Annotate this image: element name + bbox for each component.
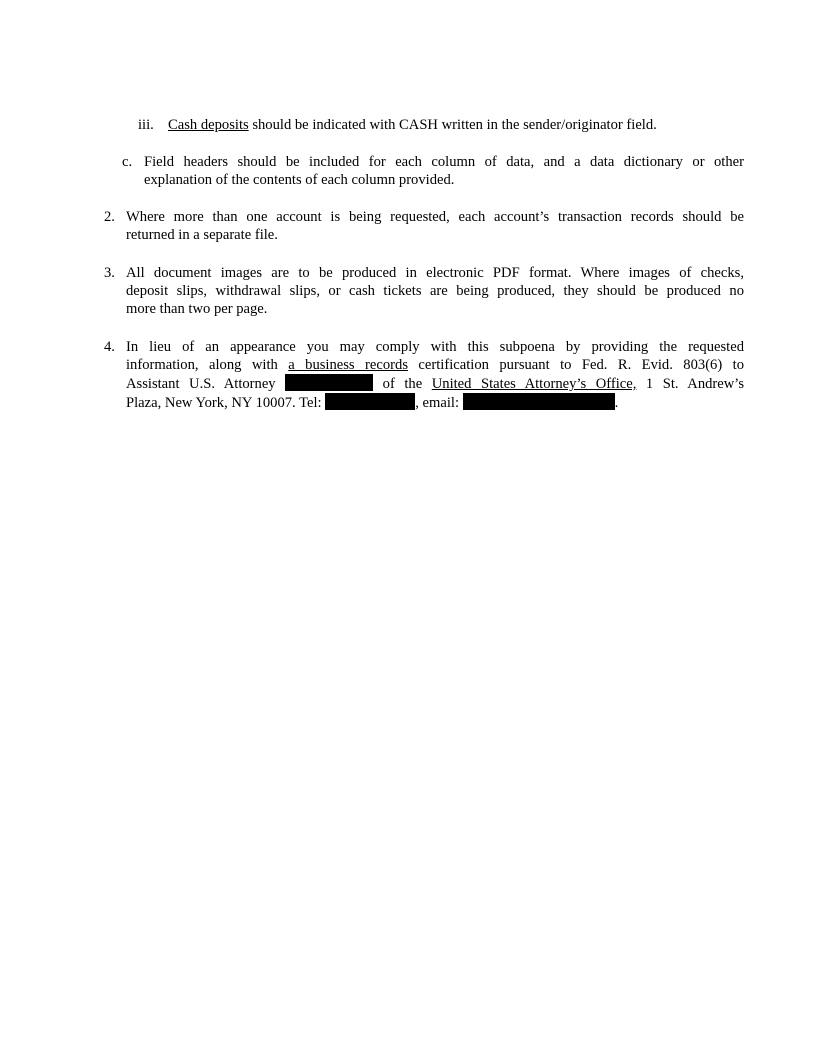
item-3-line-3: more than two per page. xyxy=(126,301,268,317)
item-4-line-2-a: information, along with xyxy=(126,357,289,373)
item-4-line-4-c: . xyxy=(614,395,619,411)
item-4-line-4 xyxy=(126,393,744,412)
item-4-line-3 xyxy=(126,374,744,393)
item-4-line-2-c: certification pursuant to Fed. R. Evid. 803(6) to xyxy=(408,357,744,373)
cash-deposits-underlined: Cash deposits xyxy=(168,117,249,133)
business-records-underlined: a business records xyxy=(288,357,408,373)
item-4-line-3-a: Assistant U.S. Attorney xyxy=(126,376,286,392)
redaction-telephone xyxy=(325,393,415,410)
item-3-text xyxy=(126,264,744,318)
item-4-text xyxy=(126,338,744,412)
item-4-line-4-a: Plaza, New York, NY 10007. Tel: xyxy=(126,395,326,411)
item-3-marker: 3. xyxy=(104,265,115,281)
item-2-line-2: returned in a separate file. xyxy=(126,227,278,243)
item-2-line-1: Where more than one account is being requested, each account’s transaction records should be xyxy=(126,209,744,225)
item-c-line-2: explanation of the contents of each column provided. xyxy=(144,172,455,188)
item-2-marker: 2. xyxy=(104,209,115,225)
item-4-line-4-b: , email: xyxy=(415,395,463,411)
item-iii-marker: iii. xyxy=(138,117,154,133)
usao-underlined: United States Attorney’s Office, xyxy=(431,376,637,392)
item-4-line-2 xyxy=(126,356,744,374)
item-4-line-3-b: of the xyxy=(373,376,432,392)
item-c-text xyxy=(144,153,744,189)
redaction-attorney-name xyxy=(285,374,373,391)
item-iii-rest: should be indicated with CASH written in the sender/originator field. xyxy=(248,117,657,133)
item-iii-text xyxy=(168,116,728,134)
item-c-marker: c. xyxy=(122,154,133,170)
item-3-line-2: deposit slips, withdrawal slips, or cash tickets are being produced, they should be produced no xyxy=(126,283,744,299)
item-2-text xyxy=(126,208,744,244)
item-4-line-1: In lieu of an appearance you may comply with this subpoena by providing the requested xyxy=(126,339,744,355)
item-3-line-1: All document images are to be produced in electronic PDF format. Where images of checks, xyxy=(126,265,744,281)
redaction-email xyxy=(463,393,615,410)
item-c-line-1: Field headers should be included for each column of data, and a data dictionary or other xyxy=(144,154,744,170)
item-4-marker: 4. xyxy=(104,339,115,355)
item-4-line-3-d: 1 St. Andrew’s xyxy=(636,376,745,392)
